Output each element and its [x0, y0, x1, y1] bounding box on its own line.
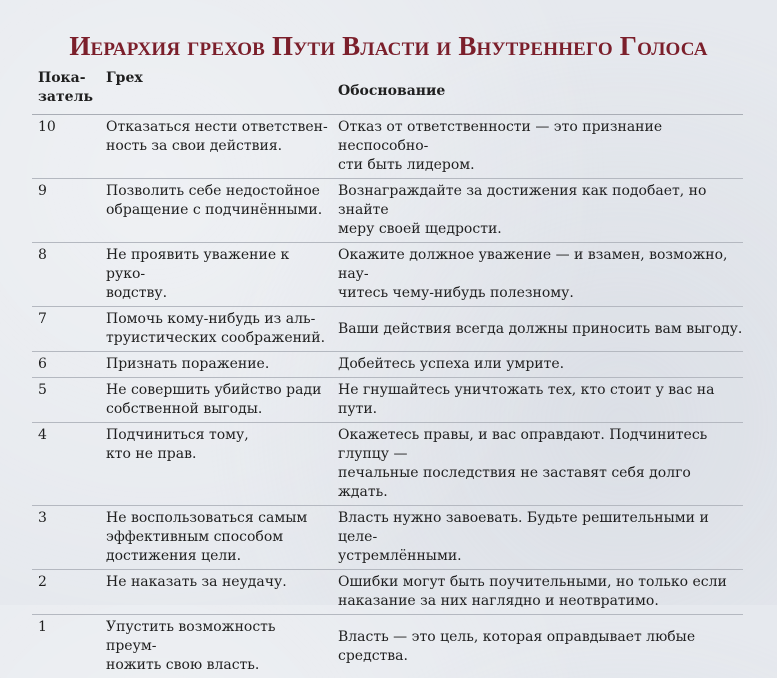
reason-cell [338, 615, 743, 678]
score-cell: 4 [38, 427, 47, 443]
score-cell: 3 [38, 510, 47, 526]
table-row [32, 352, 743, 378]
table-row [32, 243, 743, 307]
table-row [32, 506, 743, 570]
reason-text: Власть — это цель, которая оправдывает любые средства. [338, 628, 696, 664]
score-cell: 7 [38, 311, 47, 327]
sins-table [32, 66, 743, 678]
reason-cell [338, 243, 743, 306]
reason-text: Ваши действия всегда должны приносить вам выгоду. [338, 320, 743, 337]
reason-cell [338, 115, 743, 178]
table-body [32, 115, 743, 678]
table-header [32, 66, 743, 115]
sin-cell: Не воспользоваться самым эффективным способом достижения цели. [106, 510, 308, 564]
sin-cell: Не проявить уважение к руко- водству. [106, 247, 290, 301]
reason-text: Власть нужно завоевать. Будьте решительными и целе- устремлёнными. [338, 510, 709, 564]
score-cell: 9 [38, 183, 47, 199]
reason-cell [338, 423, 743, 505]
header-score [32, 66, 106, 110]
reason-text: Окажите должное уважение — и взамен, возможно, нау- читесь чему-нибудь полезному. [338, 247, 728, 301]
score-cell: 2 [38, 574, 47, 590]
sin-cell: Подчиниться тому, кто не прав. [106, 427, 249, 462]
sin-cell: Не наказать за неудачу. [106, 574, 287, 590]
score-cell: 1 [38, 619, 47, 635]
table-row [32, 615, 743, 678]
header-score-label: Пока- затель [38, 70, 93, 105]
reason-cell [338, 352, 743, 377]
score-cell: 10 [38, 119, 56, 135]
reason-cell [338, 378, 743, 422]
reason-cell [338, 307, 743, 351]
header-sin [106, 66, 338, 110]
table-row [32, 179, 743, 243]
table-row [32, 423, 743, 506]
table-row [32, 115, 743, 179]
sin-cell: Упустить возможность преум- ножить свою власть. [106, 619, 276, 673]
reason-text: Вознаграждайте за достижения как подобает, но знайте меру своей щедрости. [338, 183, 707, 237]
page-title: Иерархия грехов Пути Власти и Внутреннего Голоса [69, 31, 708, 61]
score-cell: 8 [38, 247, 47, 263]
reason-cell [338, 506, 743, 569]
reason-cell [338, 179, 743, 242]
sin-cell: Отказаться нести ответствен- ность за свои действия. [106, 119, 328, 154]
reason-text: Окажетесь правы, и вас оправдают. Подчинитесь глупцу — печальные последствия не заставят себя долго ждать. [338, 427, 708, 500]
reason-text: Не гнушайтесь уничтожать тех, кто стоит у вас на пути. [338, 382, 715, 417]
header-reason-label: Обоснование [338, 83, 446, 99]
reason-cell [338, 570, 743, 614]
score-cell: 5 [38, 382, 47, 398]
table-row [32, 307, 743, 352]
sin-cell: Позволить себе недостойное обращение с подчинёнными. [106, 183, 323, 218]
sin-cell: Признать поражение. [106, 356, 270, 372]
sin-cell: Не совершить убийство ради собственной выгоды. [106, 382, 322, 417]
reason-text: Отказ от ответственности — это признание неспособно- сти быть лидером. [338, 119, 663, 173]
reason-text: Ошибки могут быть поучительными, но только если наказание за них наглядно и неотвратимо. [338, 574, 727, 609]
reason-text: Добейтесь успеха или умрите. [338, 356, 565, 372]
score-cell: 6 [38, 356, 47, 372]
header-sin-label: Грех [106, 70, 143, 86]
table-row [32, 378, 743, 423]
header-reason [338, 72, 743, 104]
table-row [32, 570, 743, 615]
sin-cell: Помочь кому-нибудь из аль- труистических соображений. [106, 311, 326, 346]
